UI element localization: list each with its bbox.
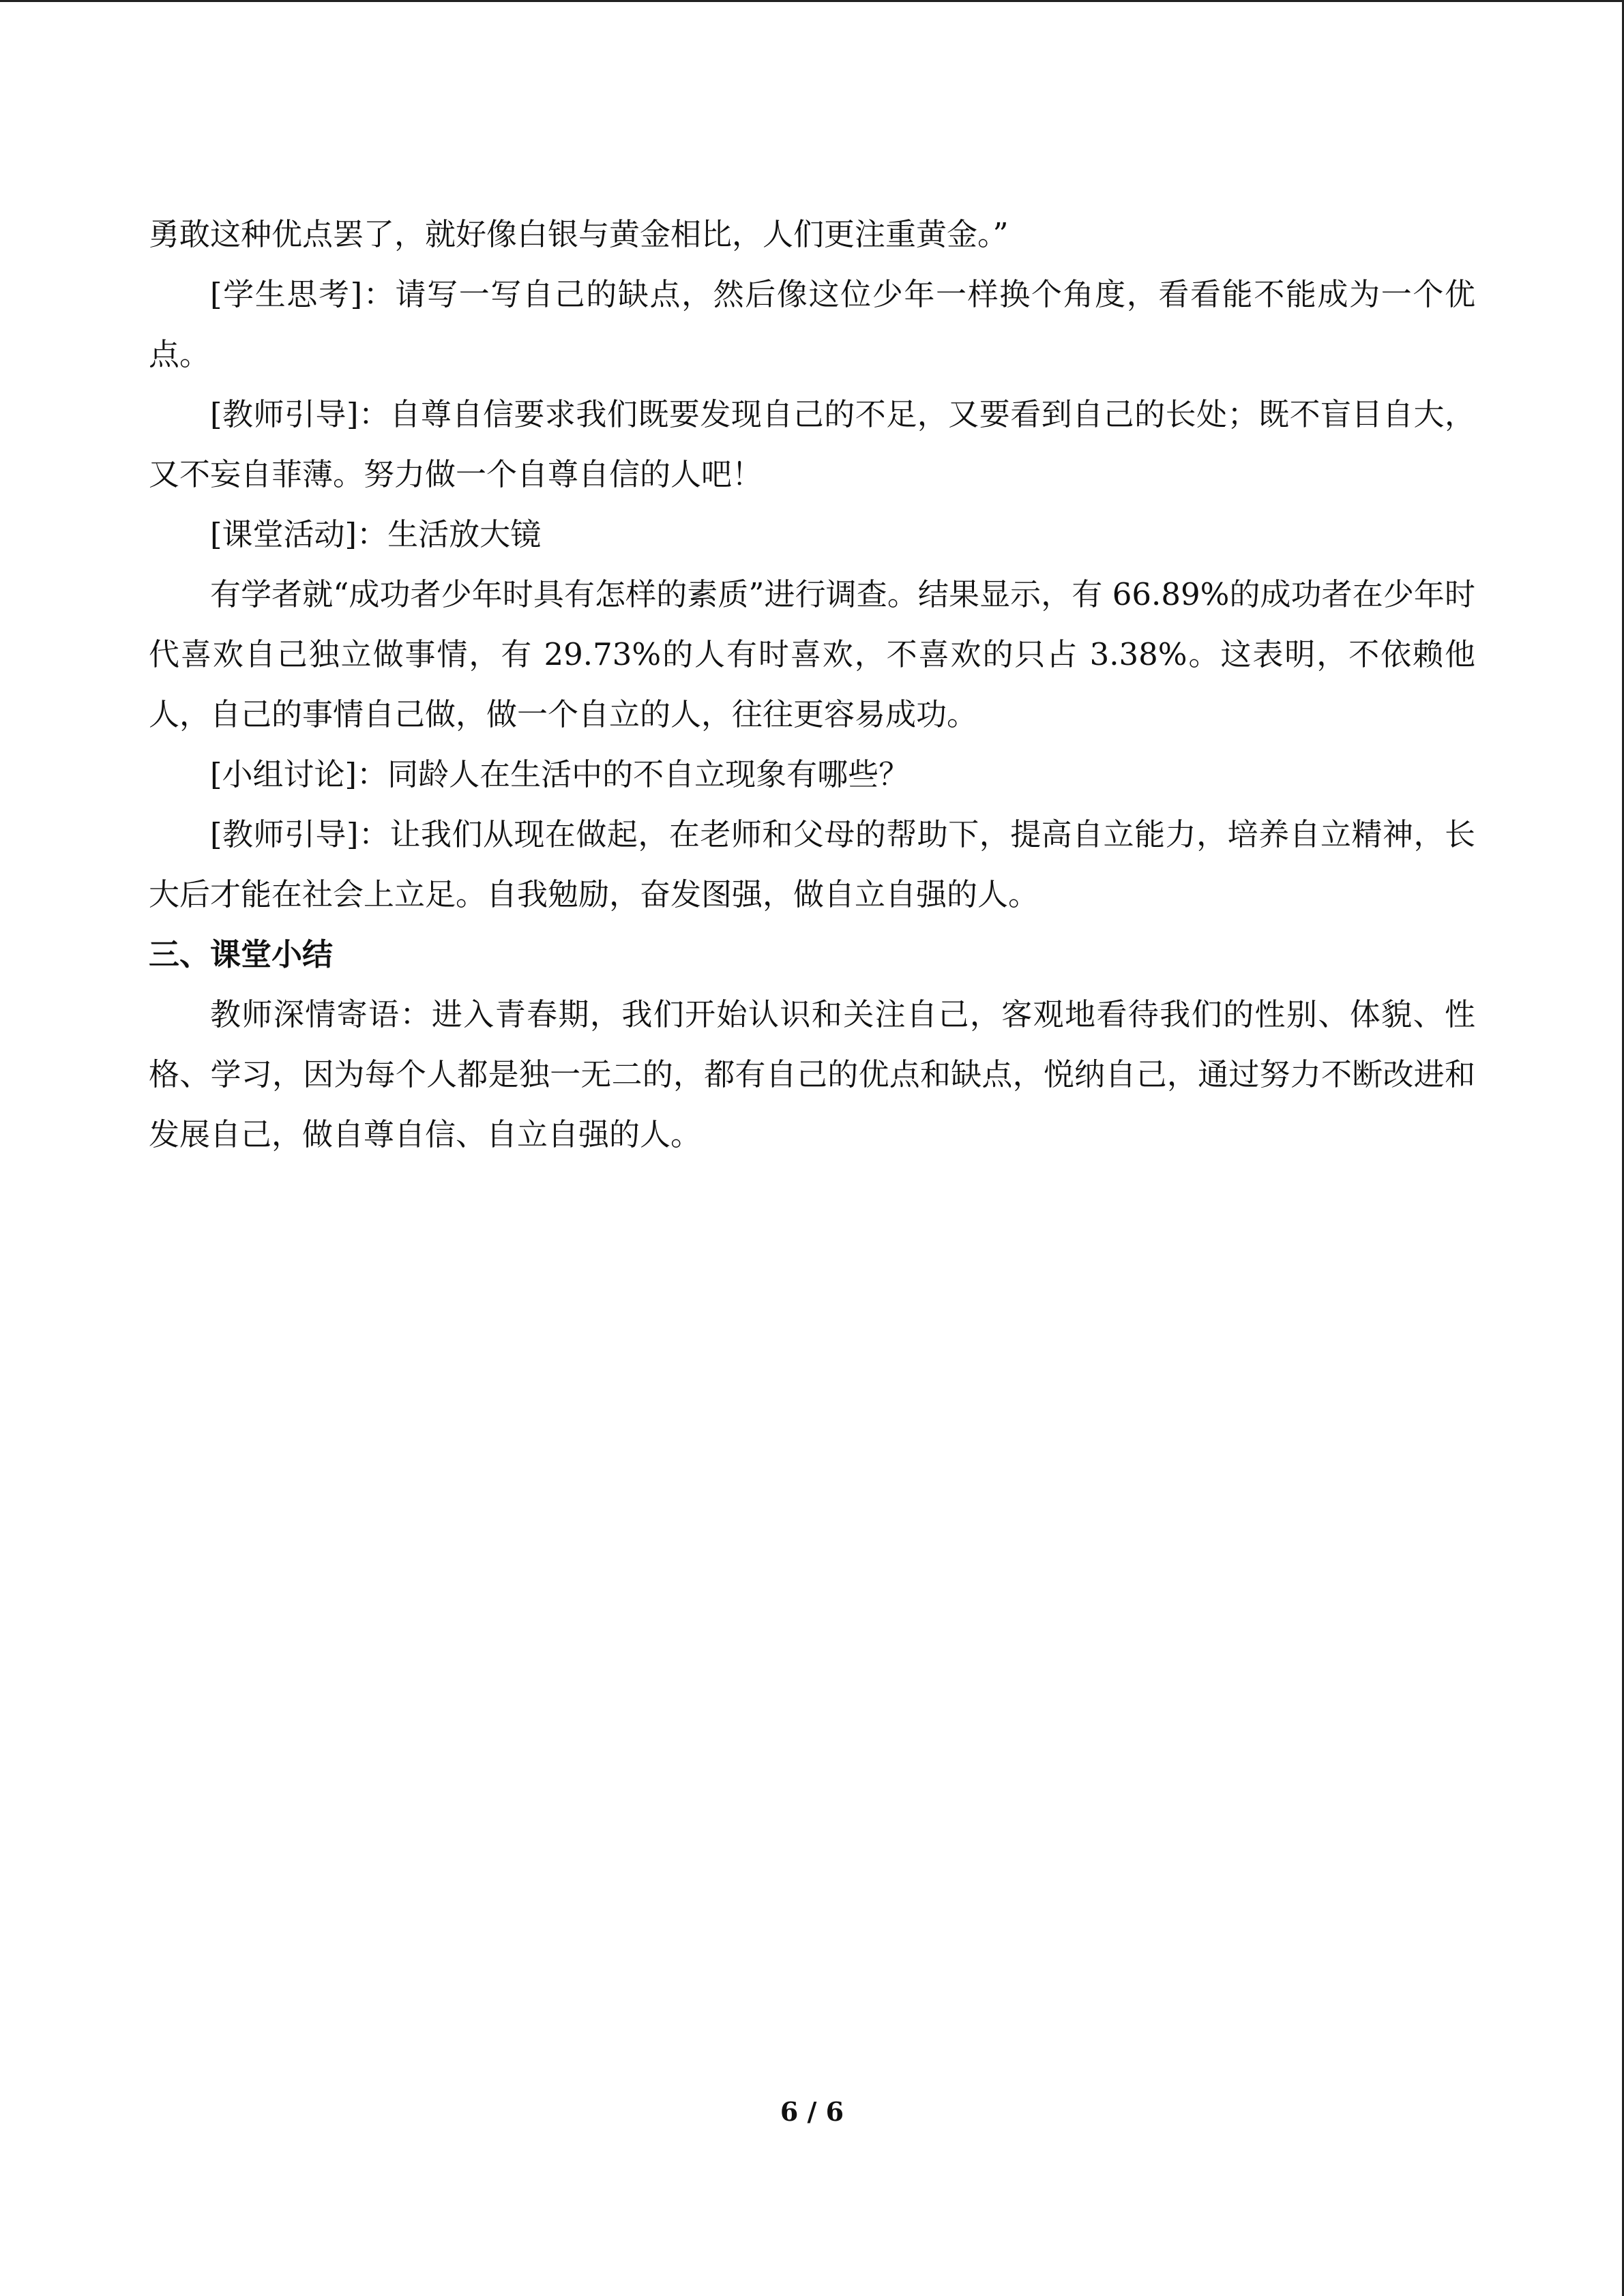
group-discussion-paragraph: [小组讨论]：同龄人在生活中的不自立现象有哪些？ (210, 756, 910, 792)
teacher-guidance-paragraph-1: [教师引导]：自尊自信要求我们既要发现自己的不足，又要看到自己的长处；既不盲目自大，又不妄自菲薄。努力做一个自尊自信的人吧！ (149, 396, 1475, 492)
page-top-border (0, 0, 1624, 2)
teacher-guidance-paragraph-2: [教师引导]：让我们从现在做起，在老师和父母的帮助下，提高自立能力，培养自立精神，长大后才能在社会上立足。自我勉励，奋发图强，做自立自强的人。 (149, 816, 1475, 912)
section-heading: 三、课堂小结 (149, 936, 334, 972)
continuation-paragraph: 勇敢这种优点罢了，就好像白银与黄金相比，人们更注重黄金。” (149, 216, 1009, 252)
document-body (149, 205, 1475, 1165)
class-activity-paragraph: [课堂活动]：生活放大镜 (210, 516, 542, 552)
student-thinking-paragraph: [学生思考]：请写一写自己的缺点，然后像这位少年一样换个角度，看看能不能成为一个优点。 (149, 276, 1475, 372)
page-number: 6 / 6 (780, 2096, 844, 2127)
summary-paragraph: 教师深情寄语：进入青春期，我们开始认识和关注自己，客观地看待我们的性别、体貌、性格、学习，因为每个人都是独一无二的，都有自己的优点和缺点，悦纳自己，通过努力不断改进和发展自己，做自尊自信、自立自强的人。 (149, 996, 1475, 1152)
survey-paragraph: 有学者就“成功者少年时具有怎样的素质”进行调查。结果显示，有 66.89%的成功者在少年时代喜欢自己独立做事情，有 29.73%的人有时喜欢，不喜欢的只占 3.38%。这表明，不依赖他人，自己的事情自己做，做一个自立的人，往往更容易成功。 (149, 576, 1475, 732)
